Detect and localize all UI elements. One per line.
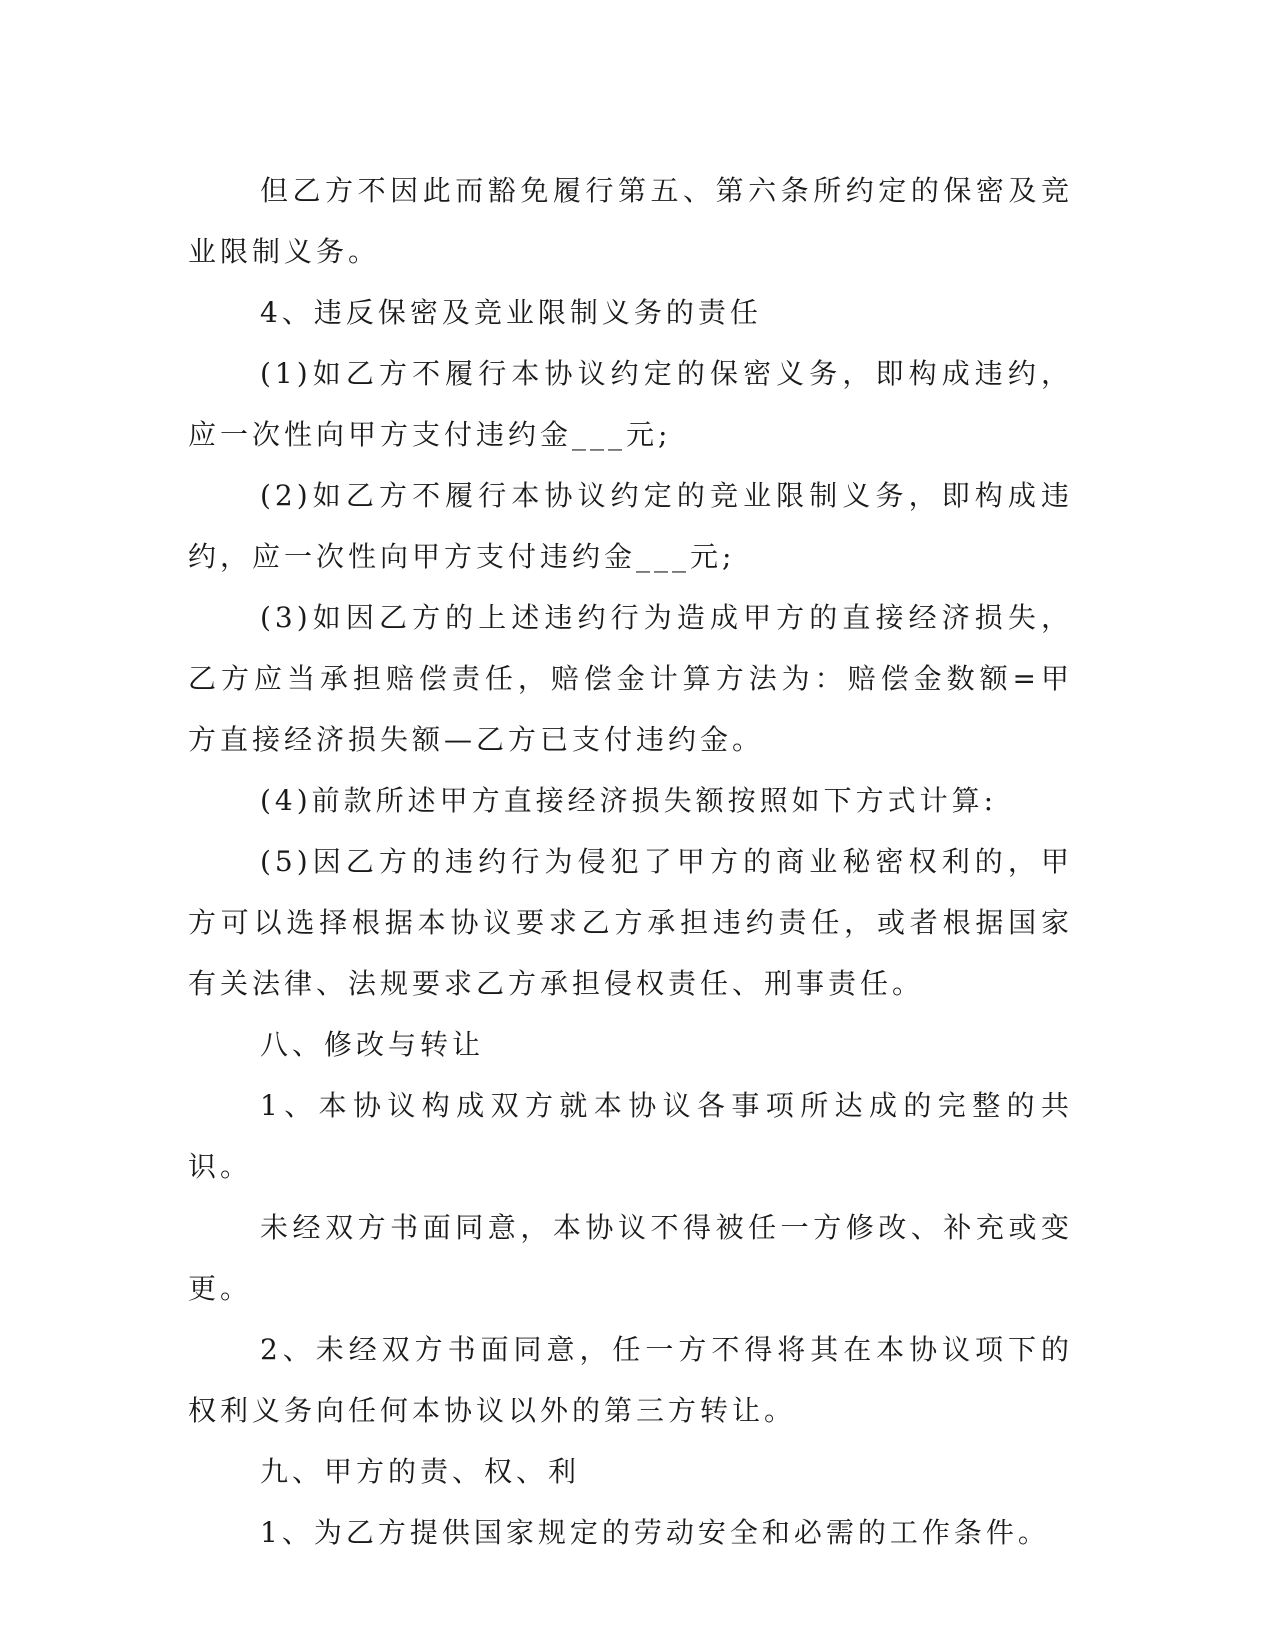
paragraph-section-8-item-1: 1、本协议构成双方就本协议各事项所达成的完整的共识。 xyxy=(188,1089,1073,1183)
paragraph-item-3: (3)如因乙方的上述违约行为造成甲方的直接经济损失，乙方应当承担赔偿责任，赔偿金计算方法为：赔偿金数额=甲方直接经济损失额—乙方已支付违约金。 xyxy=(188,601,1073,756)
paragraph-heading-liability: 4、违反保密及竞业限制义务的责任 xyxy=(260,296,762,329)
paragraph-section-8-item-2: 2、未经双方书面同意，任一方不得将其在本协议项下的权利义务向任何本协议以外的第三方转让。 xyxy=(188,1333,1073,1427)
section-heading-8: 八、修改与转让 xyxy=(260,1028,485,1061)
paragraph-section-9-item-1: 1、为乙方提供国家规定的劳动安全和必需的工作条件。 xyxy=(260,1516,1050,1549)
paragraph-section-8-note: 未经双方书面同意，本协议不得被任一方修改、补充或变更。 xyxy=(188,1211,1073,1305)
paragraph-item-2: (2)如乙方不履行本协议约定的竞业限制义务，即构成违约，应一次性向甲方支付违约金___元; xyxy=(188,479,1073,573)
section-heading-9: 九、甲方的责、权、利 xyxy=(260,1455,581,1488)
paragraph-item-4: (4)前款所述甲方直接经济损失额按照如下方式计算: xyxy=(260,784,998,817)
paragraph-exemption-note: 但乙方不因此而豁免履行第五、第六条所约定的保密及竞业限制义务。 xyxy=(188,174,1073,268)
document-body xyxy=(188,160,1073,1563)
paragraph-item-1: (1)如乙方不履行本协议约定的保密义务，即构成违约，应一次性向甲方支付违约金___元; xyxy=(188,357,1073,451)
paragraph-item-5: (5)因乙方的违约行为侵犯了甲方的商业秘密权利的，甲方可以选择根据本协议要求乙方承担违约责任，或者根据国家有关法律、法规要求乙方承担侵权责任、刑事责任。 xyxy=(188,845,1073,1000)
